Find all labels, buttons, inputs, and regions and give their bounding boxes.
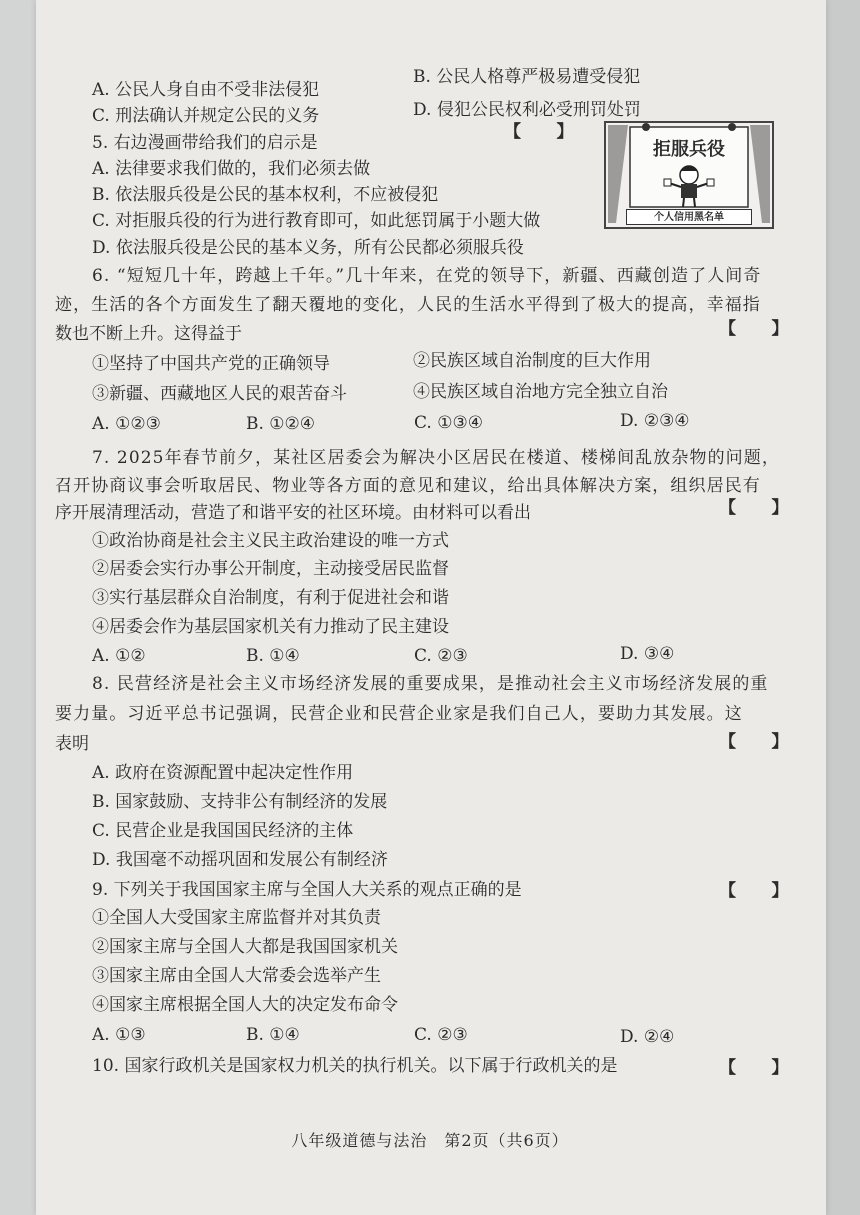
q7-stem-line-1: 7. 2025年春节前夕，某社区居委会为解决小区居民在楼道、楼梯间乱放杂物的问题， bbox=[92, 448, 780, 468]
q6-item-1: ①坚持了中国共产党的正确领导 bbox=[92, 354, 330, 374]
q7-option-c: C. ②③ bbox=[414, 646, 468, 666]
q7-item-1: ①政治协商是社会主义民主政治建设的唯一方式 bbox=[92, 531, 449, 551]
q6-option-b: B. ①②④ bbox=[246, 414, 316, 434]
q6-stem-line-1: 6. “短短几十年，跨越上千年。”几十年来，在党的领导下，新疆、西藏创造了人间奇 bbox=[92, 266, 762, 286]
q8-option-c: C. 民营企业是我国国民经济的主体 bbox=[92, 821, 354, 841]
q6-item-4: ④民族区域自治地方完全独立自治 bbox=[413, 382, 668, 402]
q4-option-d: D. 侵犯公民权利必受刑罚处罚 bbox=[413, 100, 641, 120]
q8-stem-line-3: 表明 bbox=[55, 734, 89, 754]
q7-stem-line-2: 召开协商议事会听取居民、物业等各方面的意见和建议，给出具体解决方案，组织居民有 bbox=[55, 476, 761, 496]
q6-stem-line-3: 数也不断上升。这得益于 bbox=[55, 324, 242, 344]
refuse-military-service-cartoon bbox=[604, 121, 774, 229]
q5-answer-bracket[interactable]: 【 】 bbox=[504, 122, 574, 142]
q8-answer-bracket[interactable]: 【 】 bbox=[719, 732, 789, 752]
q9-item-4: ④国家主席根据全国人大的决定发布命令 bbox=[92, 995, 398, 1015]
q7-option-d: D. ③④ bbox=[620, 644, 675, 664]
q8-stem-line-2: 要力量。习近平总书记强调，民营企业和民营企业家是我们自己人，要助力其发展。这 bbox=[55, 704, 743, 724]
q7-item-4: ④居委会作为基层国家机关有力推动了民主建设 bbox=[92, 617, 449, 637]
q5-option-b: B. 依法服兵役是公民的基本权利，不应被侵犯 bbox=[92, 185, 439, 205]
q6-option-d: D. ②③④ bbox=[620, 411, 690, 431]
q6-stem-line-2: 迹，生活的各个方面发生了翻天覆地的变化，人民的生活水平得到了极大的提高，幸福指 bbox=[55, 295, 761, 315]
q5-option-d: D. 依法服兵役是公民的基本义务，所有公民都必须服兵役 bbox=[92, 238, 524, 258]
q9-option-b: B. ①④ bbox=[246, 1025, 300, 1045]
q9-stem: 9. 下列关于我国国家主席与全国人大关系的观点正确的是 bbox=[92, 880, 522, 900]
q5-option-a: A. 法律要求我们做的，我们必须去做 bbox=[92, 159, 371, 179]
page-edge-left bbox=[0, 0, 36, 1215]
q7-option-b: B. ①④ bbox=[246, 646, 300, 666]
q6-item-2: ②民族区域自治制度的巨大作用 bbox=[413, 351, 651, 371]
q5-option-c: C. 对拒服兵役的行为进行教育即可，如此惩罚属于小题大做 bbox=[92, 211, 541, 231]
q7-option-a: A. ①② bbox=[92, 646, 146, 666]
q9-item-1: ①全国人大受国家主席监督并对其负责 bbox=[92, 908, 381, 928]
q6-option-c: C. ①③④ bbox=[414, 413, 483, 433]
q9-option-c: C. ②③ bbox=[414, 1025, 468, 1045]
q5-stem: 5. 右边漫画带给我们的启示是 bbox=[92, 133, 318, 153]
q9-option-d: D. ②④ bbox=[620, 1027, 675, 1047]
q10-answer-bracket[interactable]: 【 】 bbox=[719, 1058, 789, 1078]
q8-option-b: B. 国家鼓励、支持非公有制经济的发展 bbox=[92, 792, 388, 812]
q6-item-3: ③新疆、西藏地区人民的艰苦奋斗 bbox=[92, 384, 347, 404]
q8-stem-line-1: 8. 民营经济是社会主义市场经济发展的重要成果，是推动社会主义市场经济发展的重 bbox=[92, 674, 769, 694]
q7-item-2: ②居委会实行办事公开制度，主动接受居民监督 bbox=[92, 559, 449, 579]
q7-answer-bracket[interactable]: 【 】 bbox=[719, 498, 789, 518]
q10-stem: 10. 国家行政机关是国家权力机关的执行机关。以下属于行政机关的是 bbox=[92, 1056, 618, 1076]
q6-option-a: A. ①②③ bbox=[92, 414, 161, 434]
q6-answer-bracket[interactable]: 【 】 bbox=[719, 319, 789, 339]
cartoon-banner: 个人信用黑名单 bbox=[626, 209, 752, 225]
q8-option-a: A. 政府在资源配置中起决定性作用 bbox=[92, 763, 354, 783]
cartoon-title: 拒服兵役 bbox=[653, 139, 725, 160]
page-edge-right bbox=[826, 0, 860, 1215]
q9-option-a: A. ①③ bbox=[92, 1025, 146, 1045]
q4-option-c: C. 刑法确认并规定公民的义务 bbox=[92, 106, 320, 126]
q7-stem-line-3: 序开展清理活动，营造了和谐平安的社区环境。由材料可以看出 bbox=[55, 503, 531, 523]
page-footer: 八年级道德与法治 第2页（共6页） bbox=[291, 1131, 569, 1150]
q4-option-b: B. 公民人格尊严极易遭受侵犯 bbox=[413, 67, 641, 87]
q9-answer-bracket[interactable]: 【 】 bbox=[719, 881, 789, 901]
q8-option-d: D. 我国毫不动摇巩固和发展公有制经济 bbox=[92, 850, 388, 870]
q9-item-2: ②国家主席与全国人大都是我国国家机关 bbox=[92, 937, 398, 957]
q9-item-3: ③国家主席由全国人大常委会选举产生 bbox=[92, 966, 381, 986]
q4-option-a: A. 公民人身自由不受非法侵犯 bbox=[92, 80, 320, 100]
q7-item-3: ③实行基层群众自治制度，有利于促进社会和谐 bbox=[92, 588, 449, 608]
